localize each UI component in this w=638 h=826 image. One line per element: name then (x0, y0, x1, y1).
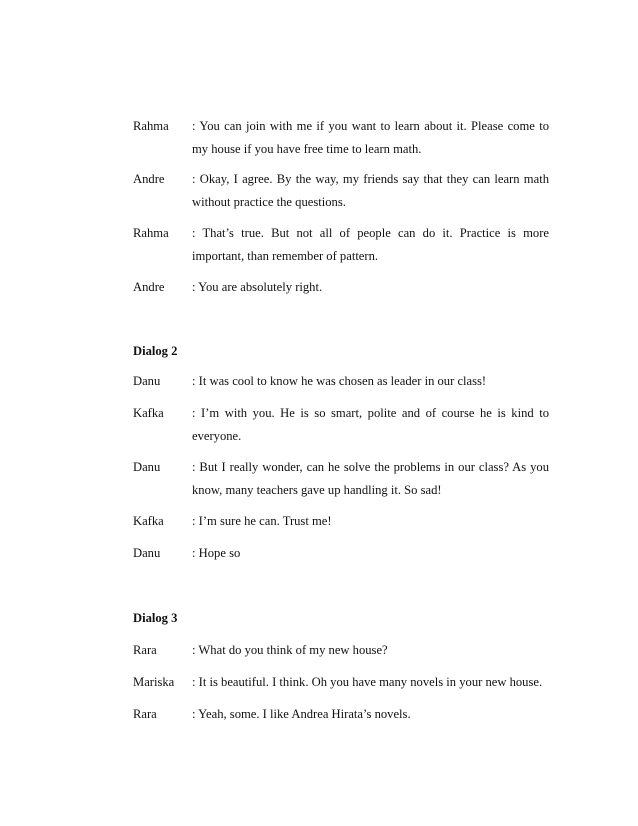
speaker-name: Rara (133, 643, 157, 657)
speech-text: : I’m with you. He is so smart, polite and of course he is kind to everyone. (192, 406, 549, 443)
speaker-name: Rahma (133, 226, 169, 240)
speaker-name: Danu (133, 374, 161, 388)
speaker-name: Kafka (133, 514, 164, 528)
speech-text: : You can join with me if you want to learn about it. Please come to my house if you have free time to learn math. (192, 119, 549, 156)
dialog-2-heading: Dialog 2 (133, 344, 178, 358)
speaker-name: Rahma (133, 119, 169, 133)
speaker-name: Rara (133, 707, 157, 721)
speaker-name: Mariska (133, 675, 175, 689)
speaker-name: Andre (133, 172, 165, 186)
speech-text: : You are absolutely right. (192, 280, 323, 294)
speaker-name: Danu (133, 546, 161, 560)
speech-text: : What do you think of my new house? (192, 643, 388, 657)
speaker-name: Danu (133, 460, 161, 474)
speaker-name: Andre (133, 280, 165, 294)
speech-text: : But I really wonder, can he solve the problems in our class? As you know, many teachers gave up handling it. So sad! (192, 460, 549, 497)
speaker-name: Kafka (133, 406, 164, 420)
speech-text: : Hope so (192, 546, 241, 560)
speech-text: : Okay, I agree. By the way, my friends say that they can learn math without practice the questions. (192, 172, 549, 209)
speech-text: : That’s true. But not all of people can do it. Practice is more important, than remember of pattern. (192, 226, 549, 263)
speech-text: : I’m sure he can. Trust me! (192, 514, 332, 528)
dialog-3-heading: Dialog 3 (133, 611, 178, 625)
speech-text: : Yeah, some. I like Andrea Hirata’s novels. (192, 707, 411, 721)
speech-text: : It was cool to know he was chosen as leader in our class! (192, 374, 487, 388)
speech-text: : It is beautiful. I think. Oh you have many novels in your new house. (192, 675, 543, 689)
